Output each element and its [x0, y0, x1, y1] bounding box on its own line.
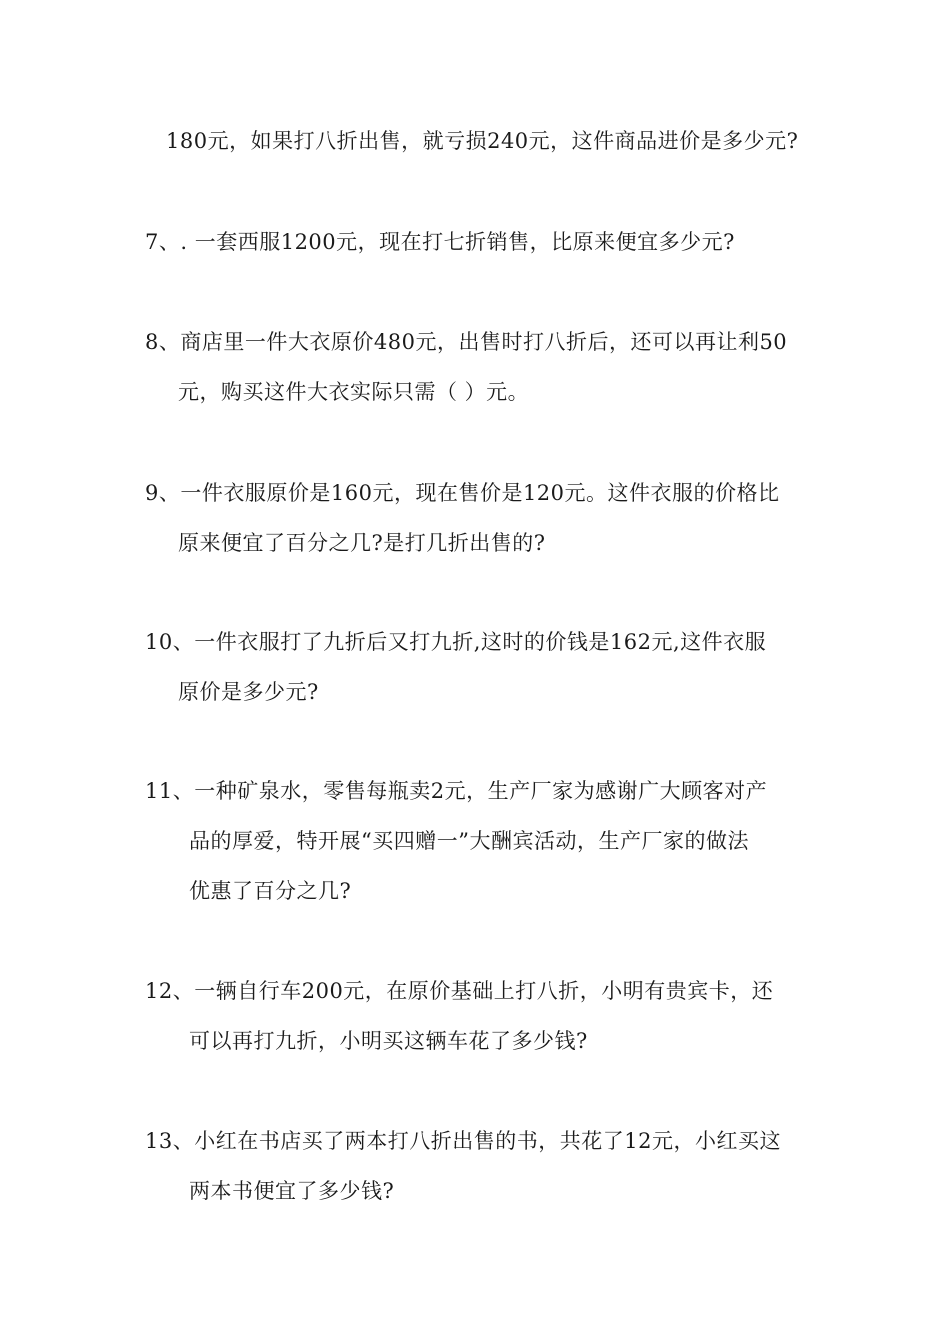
problem-12-line-1: 12、一辆自行车200元，在原价基础上打八折，小明有贵宾卡，还 [145, 979, 774, 1003]
problem-11-line-3: 优惠了百分之几? [189, 879, 352, 903]
problem-9-line-1: 9、一件衣服原价是160元，现在售价是120元。这件衣服的价格比 [145, 481, 780, 505]
problem-8-line-2: 元，购买这件大衣实际只需（ ）元。 [178, 380, 530, 404]
problem-11-line-1: 11、一种矿泉水，零售每瓶卖2元，生产厂家为感谢广大顾客对产 [145, 779, 768, 803]
problem-13-line-1: 13、小红在书店买了两本打八折出售的书，共花了12元，小红买这 [145, 1129, 781, 1153]
problem-10-line-2: 原价是多少元? [178, 680, 319, 704]
problem-11-line-2: 品的厚爱，特开展“买四赠一”大酬宾活动，生产厂家的做法 [189, 829, 749, 853]
problem-8-line-1: 8、商店里一件大衣原价480元，出售时打八折后，还可以再让利50 [145, 330, 788, 354]
problem-12-line-2: 可以再打九折，小明买这辆车花了多少钱? [189, 1029, 588, 1053]
problem-10-line-1: 10、一件衣服打了九折后又打九折,这时的价钱是162元,这件衣服 [145, 630, 767, 654]
problem-6-continuation: 180元，如果打八折出售，就亏损240元，这件商品进价是多少元? [166, 129, 799, 153]
problem-9-line-2: 原来便宜了百分之几?是打几折出售的? [178, 531, 546, 555]
problem-13-line-2: 两本书便宜了多少钱? [189, 1179, 395, 1203]
problem-7: 7、. 一套西服1200元，现在打七折销售，比原来便宜多少元? [145, 230, 735, 254]
